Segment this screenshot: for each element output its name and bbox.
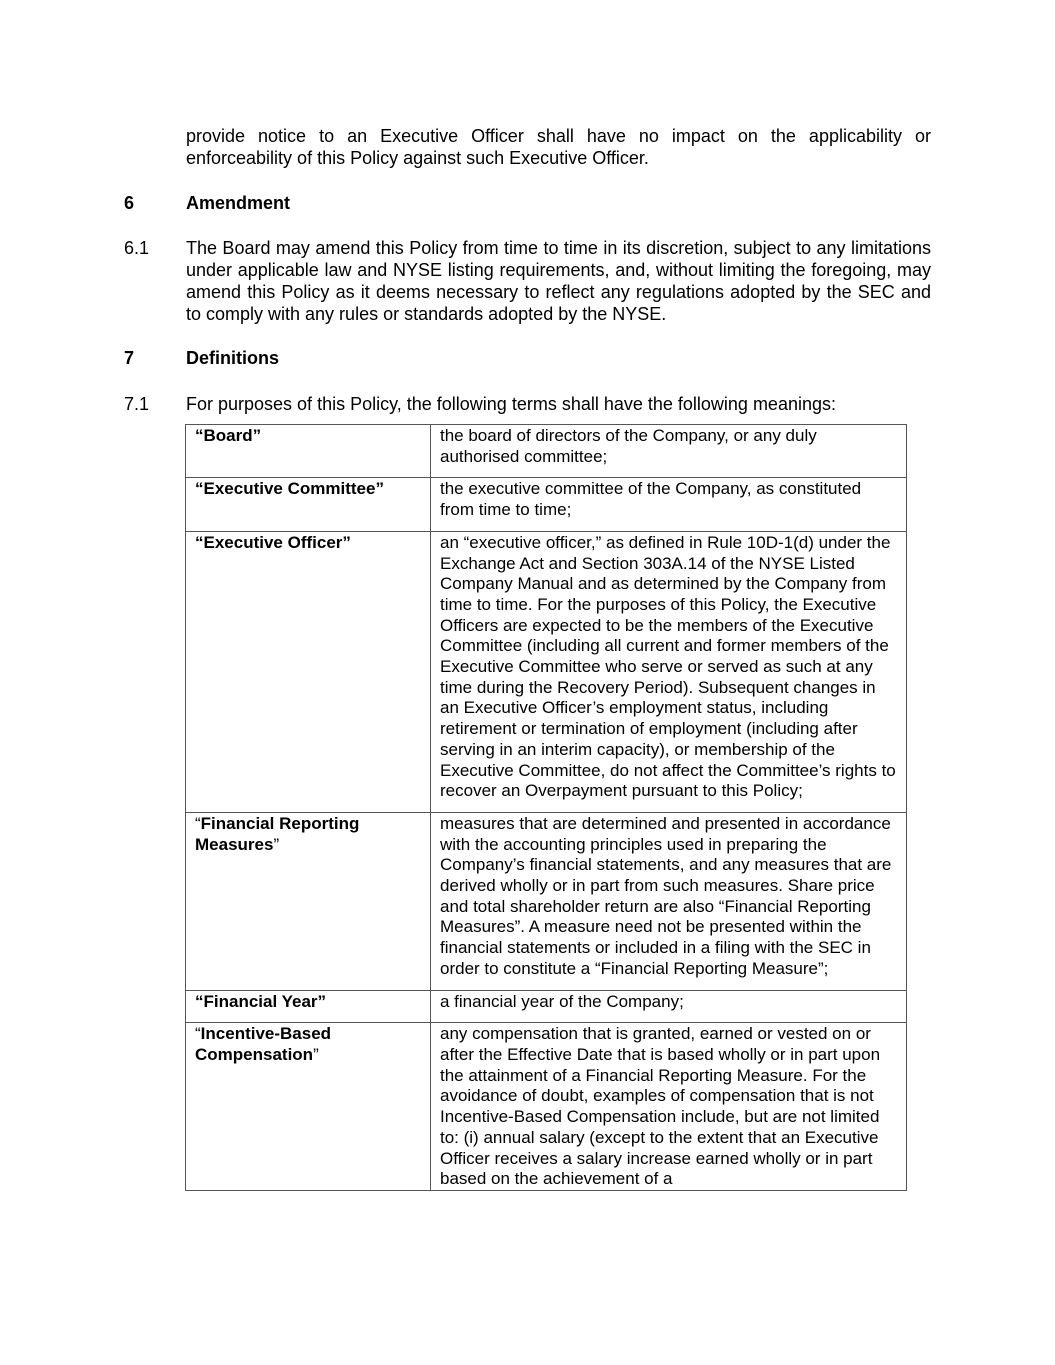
clause-7-1-number: 7.1: [124, 394, 150, 414]
definition-text: measures that are determined and presented in accordance with the accounting principles used in preparing the Company’s financial statements, and any measures that are derived wholly or in part from such measures. Share price and total shareholder return are also “Financial Reporting Measures”. A measure need not be presented within the financial statements or included in a filing with the SEC in order to constitute a “Financial Reporting Measure”;: [431, 812, 907, 990]
clause-6-1-number: 6.1: [124, 238, 150, 258]
table-row: [186, 531, 907, 812]
open-quote: “: [195, 813, 201, 833]
section-6-number: 6: [124, 193, 135, 213]
table-row: [186, 425, 907, 478]
term-word: Financial Reporting Measures: [195, 813, 360, 854]
intro-paragraph: provide notice to an Executive Officer shall have no impact on the applicability or enforceability of this Policy against such Executive Officer.: [186, 126, 931, 168]
definition-term: “Executive Officer”: [186, 531, 431, 812]
definition-term: “Board”: [186, 425, 431, 478]
clause-7-1-text: For purposes of this Policy, the following terms shall have the following meanings:: [186, 394, 836, 414]
section-7-heading: Definitions: [186, 348, 279, 368]
definition-term: “Executive Committee”: [186, 478, 431, 531]
definition-text: the board of directors of the Company, or any duly authorised committee;: [431, 425, 907, 478]
open-quote: “: [195, 1024, 201, 1044]
close-quote: ”: [313, 1044, 319, 1064]
table-row: [186, 1023, 907, 1191]
definition-term: “Financial Year”: [186, 990, 431, 1023]
clause-6-1-text: The Board may amend this Policy from time to time in its discretion, subject to any limitations under applicable law and NYSE listing requirements, and, without limiting the foregoing, may amend this Policy as it deems necessary to reflect any regulations adopted by the SEC and to comply with any rules or standards adopted by the NYSE.: [186, 238, 931, 324]
table-row: [186, 812, 907, 990]
definition-term: [186, 1023, 431, 1191]
section-7-number: 7: [124, 348, 135, 368]
section-6-heading: Amendment: [186, 193, 291, 213]
definitions-table: [185, 424, 907, 1191]
definition-text: any compensation that is granted, earned or vested on or after the Effective Date that is based wholly or in part upon the attainment of a Financial Reporting Measure. For the avoidance of doubt, examples of compensation that is not Incentive-Based Compensation include, but are not limited to: (i) annual salary (except to the extent that an Executive Officer receives a salary increase earned wholly or in part based on the achievement of a: [431, 1023, 907, 1191]
definition-text: the executive committee of the Company, as constituted from time to time;: [431, 478, 907, 531]
table-row: [186, 990, 907, 1023]
term-word: Incentive-Based Compensation: [195, 1024, 332, 1064]
close-quote: ”: [273, 834, 280, 854]
definition-term: [186, 812, 431, 990]
definition-text: an “executive officer,” as defined in Rule 10D-1(d) under the Exchange Act and Section 303A.14 of the NYSE Listed Company Manual and as determined by the Company from time to time. For the purposes of this Policy, the Executive Officers are expected to be the members of the Executive Committee (including all current and former members of the Executive Committee who serve or served as such at any time during the Recovery Period). Subsequent changes in an Executive Officer’s employment status, including retirement or termination of employment (including after serving in an interim capacity), or membership of the Executive Committee, do not affect the Committee’s rights to recover an Overpayment pursuant to this Policy;: [431, 531, 907, 812]
definition-text: a financial year of the Company;: [431, 990, 907, 1023]
table-row: [186, 478, 907, 531]
